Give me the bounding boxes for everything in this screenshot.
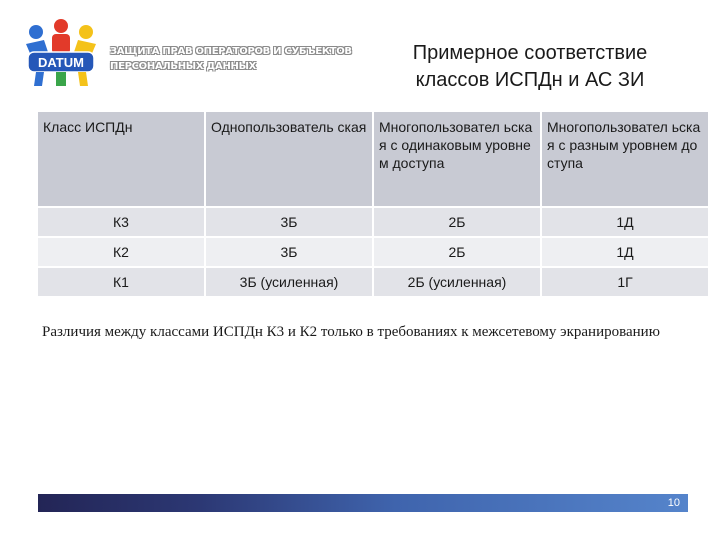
table-cell-class: К1 bbox=[37, 267, 205, 297]
table-cell-multi-same: 2Б bbox=[373, 237, 541, 267]
page-number: 10 bbox=[667, 497, 680, 509]
footer-bar bbox=[38, 494, 688, 512]
column-header-multi-user-different-access: Многопользовател ьская с разным уровнем доступа bbox=[541, 111, 709, 207]
datum-logo bbox=[22, 18, 100, 88]
table-cell-multi-same: 2Б bbox=[373, 207, 541, 237]
table-cell-multi-different: 1Г bbox=[541, 267, 709, 297]
logo-figure-head-yellow bbox=[79, 25, 93, 39]
column-header-multi-user-same-access: Многопользовател ьская с одинаковым уровнем доступа bbox=[373, 111, 541, 207]
table-row bbox=[37, 267, 709, 297]
table-row bbox=[37, 207, 709, 237]
class-correspondence-table bbox=[36, 110, 710, 298]
logo-figure-head-red bbox=[54, 19, 68, 33]
slide-title: Примерное соответствие классов ИСПДн и АС ЗИ bbox=[412, 42, 648, 91]
logo-figure-body-red bbox=[52, 34, 70, 54]
table-cell-class: К3 bbox=[37, 207, 205, 237]
table-header-row bbox=[37, 111, 709, 207]
logo-figure-leg-blue bbox=[34, 72, 44, 86]
logo-figure-leg-green bbox=[56, 72, 66, 86]
organization-name: ЗАЩИТА ПРАВ ОПЕРАТОРОВ И СУБЪЕКТОВ ПЕРСОНАЛЬНЫХ ДАННЫХ bbox=[110, 46, 352, 72]
logo-text: DATUM bbox=[38, 55, 84, 70]
column-header-ispdn-class: Класс ИСПДн bbox=[37, 111, 205, 207]
table-cell-single-user: 3Б (усиленная) bbox=[205, 267, 373, 297]
table-cell-class: К2 bbox=[37, 237, 205, 267]
column-header-single-user: Однопользователь ская bbox=[205, 111, 373, 207]
difference-note: Различия между классами ИСПДн К3 и К2 только в требованиях к межсетевому экранированию bbox=[42, 324, 660, 340]
table-cell-multi-same: 2Б (усиленная) bbox=[373, 267, 541, 297]
table-cell-single-user: 3Б bbox=[205, 237, 373, 267]
logo-figure-head-blue bbox=[29, 25, 43, 39]
table-cell-multi-different: 1Д bbox=[541, 207, 709, 237]
table-cell-single-user: 3Б bbox=[205, 207, 373, 237]
table-cell-multi-different: 1Д bbox=[541, 237, 709, 267]
table-row bbox=[37, 237, 709, 267]
logo-figure-leg-yellow bbox=[78, 72, 88, 86]
